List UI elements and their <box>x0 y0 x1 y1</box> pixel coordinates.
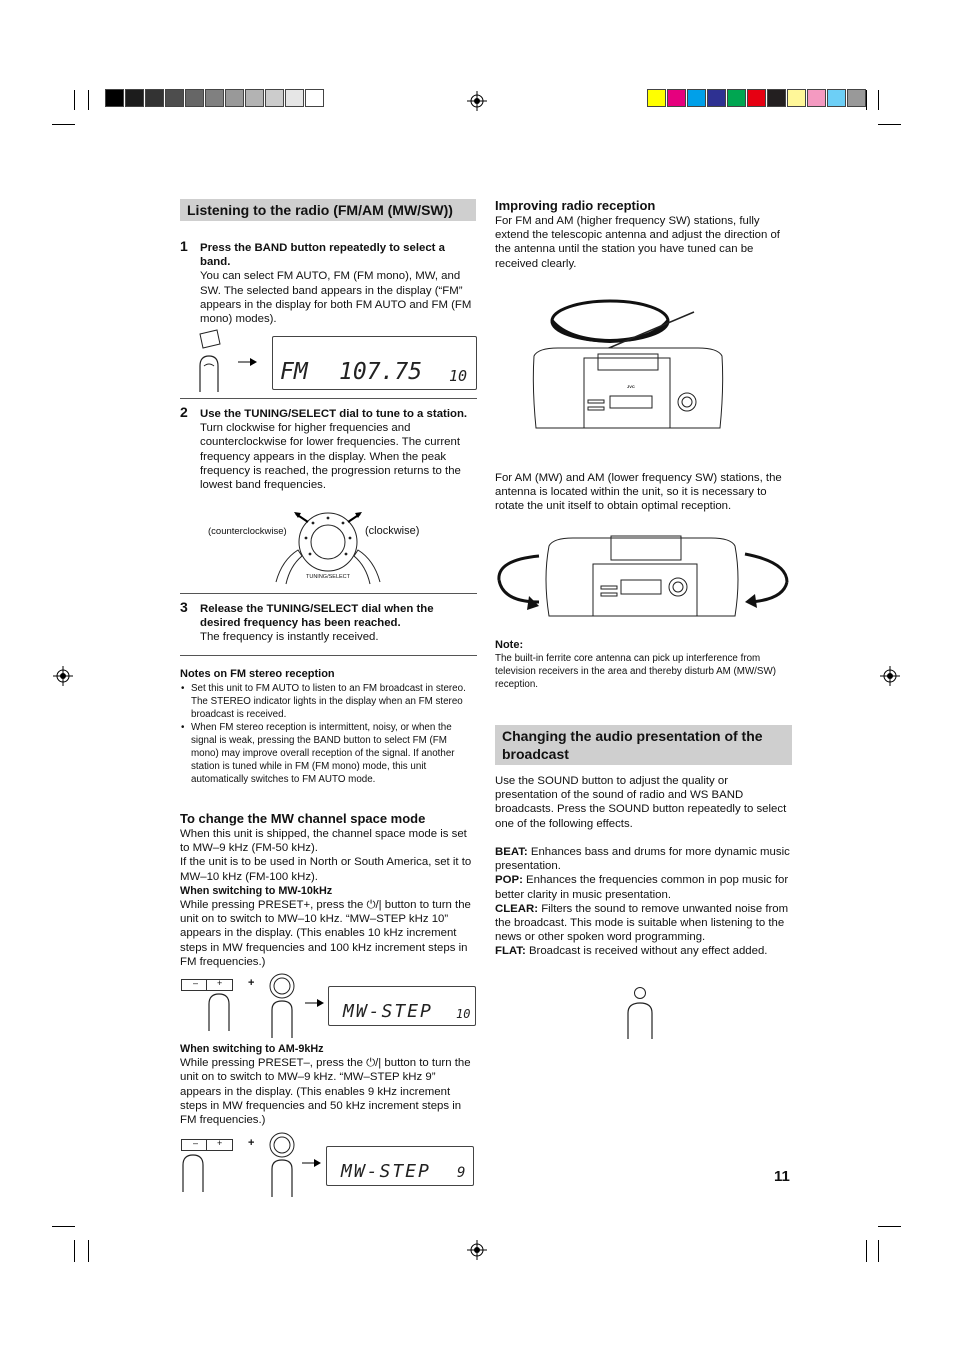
preset-minus-button: – <box>193 1138 199 1148</box>
effect-item: POP: Enhances the frequencies common in pop music for better clarity in music presentation. <box>495 874 789 901</box>
section-title-sound: Changing the audio presentation of the broadcast <box>495 725 792 765</box>
notes-title: Notes on FM stereo reception <box>180 668 335 680</box>
step-heading: Press the BAND button repeatedly to select a band. <box>200 242 445 269</box>
mw10-title: When switching to MW-10kHz <box>180 884 333 897</box>
calibration-swatch <box>145 89 164 107</box>
effect-desc: Broadcast is received without any effect added. <box>525 945 768 958</box>
step-2 <box>200 407 476 492</box>
step-number: 2 <box>180 404 188 420</box>
effect-item: BEAT: Enhances bass and drums for more dynamic music presentation. <box>495 846 790 873</box>
display-step: 10 <box>456 1007 471 1021</box>
calibration-swatch <box>667 89 686 107</box>
calibration-swatch <box>225 89 244 107</box>
mw-intro <box>180 827 477 969</box>
improving-body: For FM and AM (higher frequency SW) stations, fully extend the telescopic antenna and adjust the direction of the antenna until the station you have tuned can be received clearly. <box>495 215 780 270</box>
note-body: The built-in ferrite core antenna can pick up interference from television receivers in the area and thereby disturb AM (MW/SW) reception. <box>495 653 776 690</box>
display-fm <box>272 336 477 390</box>
page-number: 11 <box>774 1168 790 1185</box>
dial-ccw-label: (counterclockwise) <box>208 526 287 537</box>
divider <box>180 398 477 399</box>
step-body: You can select FM AUTO, FM (FM mono), MW, and SW. The selected band appears in the display (“FM” appears in the display for both FM AUTO and FM (FM mono) modes). <box>200 270 472 326</box>
am9-title: When switching to AM-9kHz <box>180 1043 324 1055</box>
preset-plus-button: + <box>217 1138 223 1148</box>
boombox-rotate-illustration <box>493 530 791 622</box>
calibration-swatch <box>265 89 284 107</box>
divider <box>180 593 477 594</box>
display-step: 9 <box>457 1165 466 1181</box>
finger-press-icon <box>180 1151 210 1193</box>
step-body: Turn clockwise for higher frequencies and counterclockwise for lower frequencies. The current frequency appears in the display. When the peak frequency is reached, the progression returns to the lowest band frequencies. <box>200 422 461 492</box>
note-title: Note: <box>495 639 524 651</box>
calibration-swatch <box>807 89 826 107</box>
plus-sign: + <box>248 977 255 989</box>
dial-name-label: TUNING/SELECT <box>306 574 351 580</box>
notes-fm-stereo <box>180 668 476 786</box>
step-1 <box>200 241 476 326</box>
calibration-swatch <box>747 89 766 107</box>
step-body: The frequency is instantly received. <box>200 631 379 644</box>
effect-desc: Filters the sound to remove unwanted noise from the broadcast. This mode is suitable when listening to the news or other spoken word programming. <box>495 902 789 944</box>
calibration-swatch <box>285 89 304 107</box>
arrow-right-icon <box>238 357 258 367</box>
improving-title: Improving radio reception <box>495 198 656 213</box>
finger-press-icon <box>206 990 236 1032</box>
mw-intro-2: If the unit is to be used in North or South America, set it to MW–10 kHz (FM-100 kHz). <box>180 856 472 883</box>
effect-item: FLAT: Broadcast is received without any effect added. <box>495 945 768 958</box>
effect-desc: Enhances bass and drums for more dynamic music presentation. <box>495 846 790 873</box>
calibration-swatch <box>707 89 726 107</box>
calibration-swatch <box>687 89 706 107</box>
plus-sign: + <box>248 1137 255 1149</box>
step-heading: Release the TUNING/SELECT dial when the desired frequency has been reached. <box>200 603 434 630</box>
changing-body: Use the SOUND button to adjust the quality or presentation of the sound of radio and WS BAND broadcasts. Press the SOUND button repeatedly to select one of the following effects. <box>495 775 787 830</box>
calibration-swatch <box>165 89 184 107</box>
calibration-swatch <box>787 89 806 107</box>
mw-intro-1: When this unit is shipped, the channel space mode is set to MW–9 kHz (FM-50 kHz). <box>180 828 467 855</box>
am9-body: While pressing PRESET–, press the ⏻/| button to turn the unit on to switch to MW–9 kHz. “MW–STEP kHz 9” appears in the display. (This enables 9 kHz increment steps in MW frequencies and 50 kHz increment steps in FM frequencies.) <box>180 1057 471 1127</box>
section-title-radio: Listening to the radio (FM/AM (MW/SW)) <box>180 199 476 221</box>
effect-name: FLAT <box>495 945 522 958</box>
display-text: MW-STEP <box>341 1161 431 1182</box>
am9-section <box>180 1042 477 1127</box>
display-text: MW-STEP <box>343 1001 433 1022</box>
display-band: FM <box>280 359 308 385</box>
registration-target-icon <box>53 666 73 686</box>
note-item: • When FM stereo reception is intermittent, noisy, or when the signal is weak, pressing the BAND button to select FM (FM mono) may improve overall reception of the signal. If another station is tuned while in FM (FM mono) mode, this unit automatically switches to FM AUTO mode. <box>191 721 476 786</box>
calibration-swatch <box>827 89 846 107</box>
color-calibration-bar <box>647 89 867 112</box>
arrow-right-icon <box>305 998 325 1008</box>
preset-buttons <box>181 1139 233 1151</box>
preset-plus-button: + <box>217 978 223 988</box>
step-heading: Use the TUNING/SELECT dial to tune to a station. <box>200 408 468 420</box>
calibration-swatch <box>185 89 204 107</box>
step-3 <box>200 602 476 645</box>
effects-list <box>495 845 791 959</box>
calibration-swatch <box>205 89 224 107</box>
registration-target-icon <box>467 1240 487 1260</box>
calibration-swatch <box>305 89 324 107</box>
step-number: 3 <box>180 599 188 615</box>
divider <box>180 655 477 656</box>
calibration-swatch <box>727 89 746 107</box>
registration-target-icon <box>467 91 487 111</box>
display-mw9 <box>326 1146 474 1186</box>
effect-name: CLEAR <box>495 902 535 915</box>
display-frequency: 107.75 <box>339 359 423 385</box>
step-number: 1 <box>180 238 188 254</box>
calibration-swatch <box>125 89 144 107</box>
finger-press-icon <box>195 328 231 394</box>
preset-minus-button: – <box>193 978 199 988</box>
effect-item: CLEAR: Filters the sound to remove unwanted noise from the broadcast. This mode is suitable when listening to the news or other spoken word programming. <box>495 902 789 944</box>
device-brand-label: JVC <box>627 384 635 389</box>
grayscale-calibration-bar <box>105 89 325 112</box>
calibration-swatch <box>647 89 666 107</box>
calibration-swatch <box>245 89 264 107</box>
effect-desc: Enhances the frequencies common in pop music for better clarity in music presentation. <box>495 874 789 901</box>
calibration-swatch <box>847 89 866 107</box>
effect-name: BEAT <box>495 846 524 858</box>
display-step: 10 <box>449 367 468 385</box>
note-block <box>495 639 791 691</box>
note-item: • Set this unit to FM AUTO to listen to an FM broadcast in stereo. The STEREO indicator lights in the display when an FM stereo broadcast is received. <box>191 682 476 721</box>
effect-name: POP <box>495 874 520 887</box>
mw10-body: While pressing PRESET+, press the ⏻/| button to turn the unit on to switch to MW–10 kHz. “MW–STEP kHz 10” appears in the display. (This enables 10 kHz increment steps in MW frequencies and 100 kHz increment steps in FM frequencies.) <box>180 899 471 968</box>
power-button-icon <box>268 972 298 1040</box>
dial-cw-label: (clockwise) <box>365 525 420 537</box>
mw-title: To change the MW channel space mode <box>180 811 426 826</box>
registration-target-icon <box>880 666 900 686</box>
display-mw10 <box>328 986 476 1026</box>
calibration-swatch <box>105 89 124 107</box>
sound-button-press-icon <box>624 985 658 1041</box>
power-button-icon <box>268 1131 298 1199</box>
am-body: For AM (MW) and AM (lower frequency SW) stations, the antenna is located within the unit, so it is necessary to rotate the unit itself to obtain optimal reception. <box>495 472 782 513</box>
calibration-swatch <box>767 89 786 107</box>
boombox-antenna-illustration <box>528 296 728 436</box>
arrow-right-icon <box>302 1158 322 1168</box>
